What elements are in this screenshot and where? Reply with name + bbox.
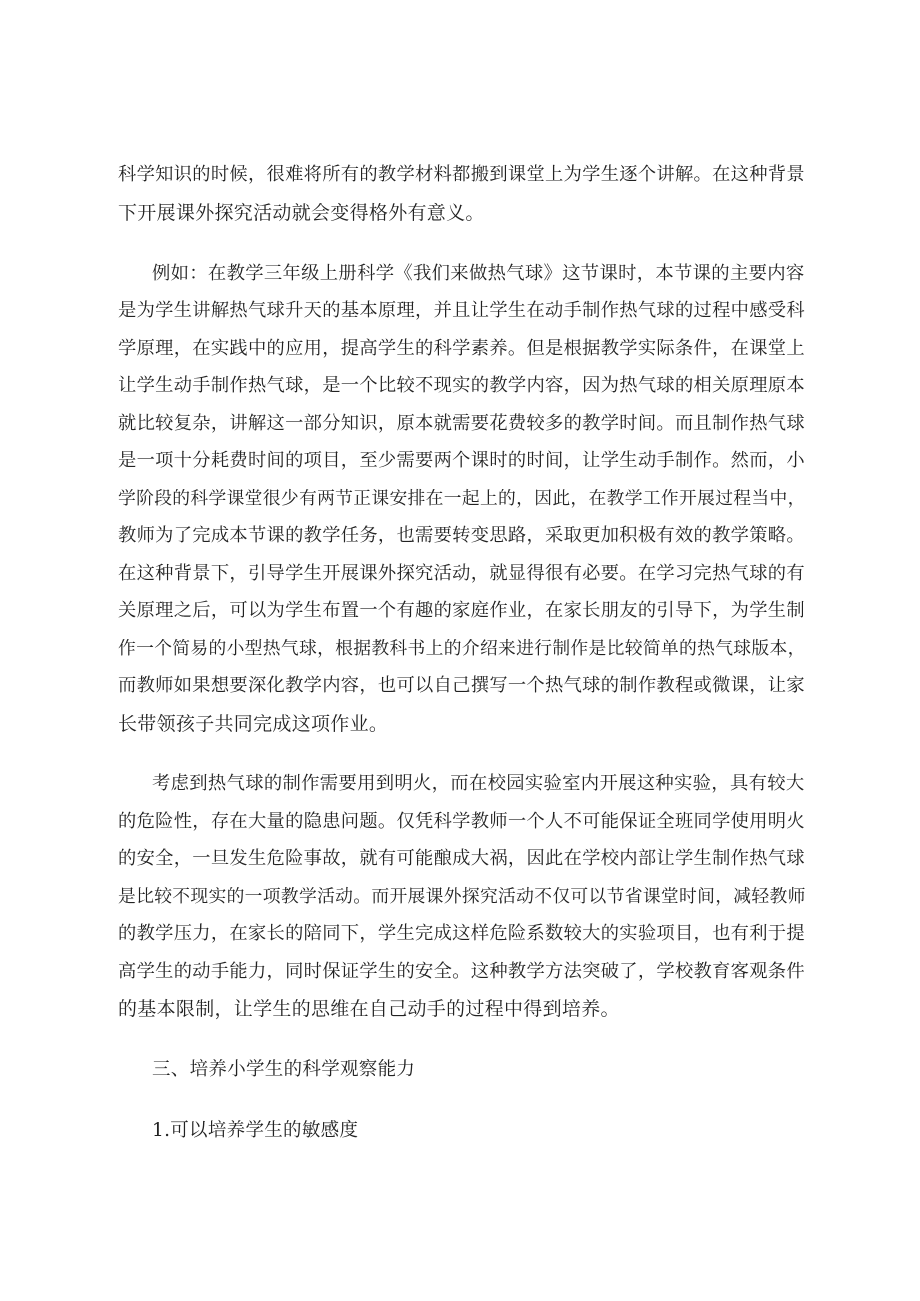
paragraph-line: 的危险性，存在大量的隐患问题。仅凭科学教师一个人不可能保证全班同学使用明火 (118, 811, 805, 832)
paragraph-line: 例如：在教学三年级上册科学《我们来做热气球》这节课时，本节课的主要内容 (152, 263, 805, 284)
paragraph-line: 下开展课外探究活动就会变得格外有意义。 (118, 202, 485, 224)
paragraph-line: 长带领孩子共同完成这项作业。 (118, 713, 389, 735)
paragraph-line: 的基本限制，让学生的思维在自己动手的过程中得到培养。 (118, 998, 620, 1020)
paragraph-line: 的教学压力，在家长的陪同下，学生完成这样危险系数较大的实验项目，也有利于提 (118, 923, 805, 944)
paragraph-line: 在这种背景下，引导学生开展课外探究活动，就显得很有必要。在学习完热气球的有 (118, 563, 805, 584)
paragraph-line: 关原理之后，可以为学生布置一个有趣的家庭作业，在家长朋友的引导下，为学生制 (118, 600, 805, 621)
paragraph-line: 考虑到热气球的制作需要用到明火，而在校园实验室内开展这种实验，具有较大 (152, 773, 805, 794)
paragraph-line: 的安全，一旦发生危险事故，就有可能酿成大祸，因此在学校内部让学生制作热气球 (118, 848, 805, 869)
paragraph-line: 是一项十分耗费时间的项目，至少需要两个课时的时间，让学生动手制作。然而，小 (118, 450, 805, 471)
subsection-heading: 1.可以培养学生的敏感度 (152, 1120, 359, 1141)
paragraph-line: 让学生动手制作热气球，是一个比较不现实的教学内容，因为热气球的相关原理原本 (118, 375, 805, 396)
paragraph-line: 而教师如果想要深化教学内容，也可以自己撰写一个热气球的制作教程或微课，让家 (118, 675, 805, 696)
section-heading: 三、培养小学生的科学观察能力 (152, 1059, 416, 1080)
paragraph-line: 高学生的动手能力，同时保证学生的安全。这种教学方法突破了，学校教育客观条件 (118, 961, 805, 982)
paragraph-line: 教师为了完成本节课的教学任务，也需要转变思路，采取更加积极有效的教学策略。 (118, 525, 805, 546)
paragraph-line: 是比较不现实的一项教学活动。而开展课外探究活动不仅可以节省课堂时间，减轻教师 (118, 886, 806, 907)
paragraph-line: 学原理，在实践中的应用，提高学生的科学素养。但是根据教学实际条件，在课堂上 (118, 338, 805, 359)
paragraph-line: 科学知识的时候，很难将所有的教学材料都搬到课堂上为学生逐个讲解。在这种背景 (118, 164, 805, 185)
paragraph-line: 是为学生讲解热气球升天的基本原理，并且让学生在动手制作热气球的过程中感受科 (118, 300, 805, 321)
paragraph-line: 学阶段的科学课堂很少有两节正课安排在一起上的，因此，在教学工作开展过程当中， (118, 488, 806, 509)
paragraph-line: 就比较复杂，讲解这一部分知识，原本就需要花费较多的教学时间。而且制作热气球 (118, 413, 805, 434)
paragraph-line: 作一个简易的小型热气球，根据教科书上的介绍来进行制作是比较简单的热气球版本， (118, 638, 806, 659)
